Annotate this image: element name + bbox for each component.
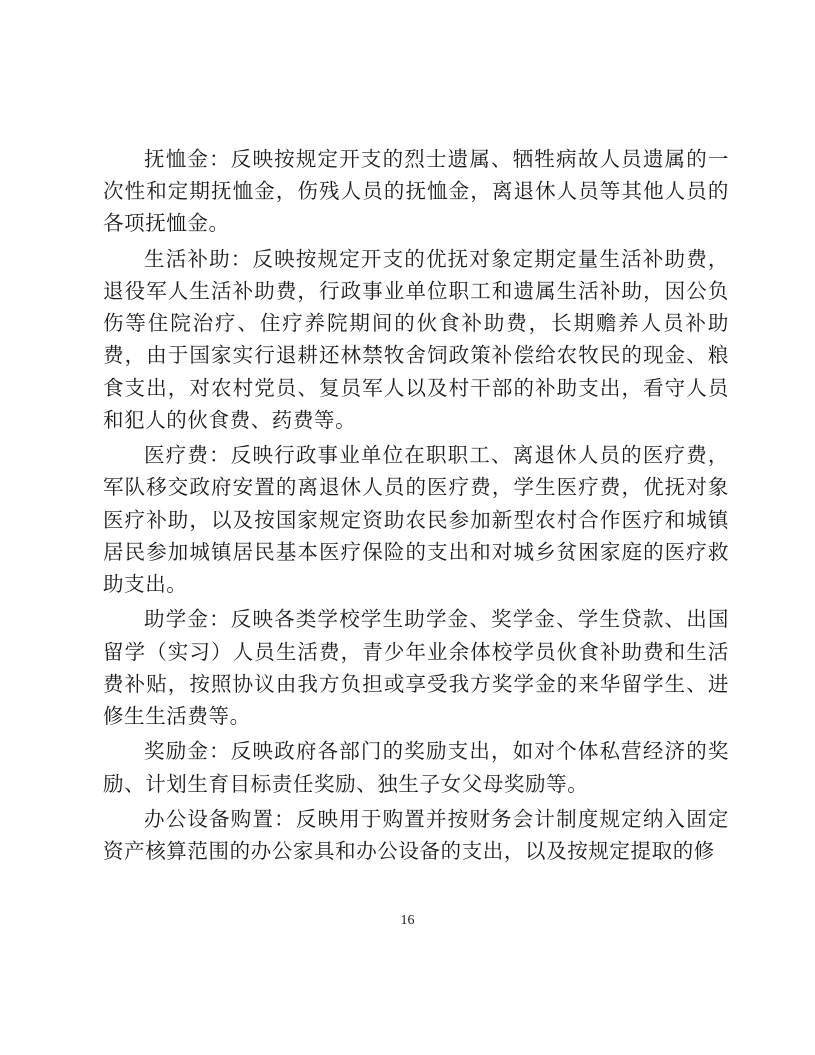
paragraph-pension: 抚恤金：反映按规定开支的烈士遗属、牺牲病故人员遗属的一次性和定期抚恤金，伤残人员的抚恤金，离退休人员等其他人员的各项抚恤金。 — [103, 147, 729, 236]
document-body — [103, 143, 729, 871]
paragraph-living-subsidy: 生活补助：反映按规定开支的优抚对象定期定量生活补助费，退役军人生活补助费，行政事业单位职工和遗属生活补助，因公负伤等住院治疗、住疗养院期间的伙食补助费，长期赡养人员补助费，由于国家实行退耕还林禁牧舍饲政策补偿给农牧民的现金、粮食支出，对农村党员、复员军人以及村干部的补助支出，看守人员和犯人的伙食费、药费等。 — [103, 246, 729, 432]
paragraph-student-aid: 助学金：反映各类学校学生助学金、奖学金、学生贷款、出国留学（实习）人员生活费，青少年业余体校学员伙食补助费和生活费补贴，按照协议由我方负担或享受我方奖学金的来华留学生、进修生生活费等。 — [103, 607, 729, 729]
page-number: 16 — [400, 913, 415, 928]
paragraph-medical-expenses: 医疗费：反映行政事业单位在职职工、离退休人员的医疗费，军队移交政府安置的离退休人员的医疗费，学生医疗费，优抚对象医疗补助，以及按国家规定资助农民参加新型农村合作医疗和城镇居民参加城镇居民基本医疗保险的支出和对城乡贫困家庭的医疗救助支出。 — [103, 443, 729, 597]
paragraph-rewards: 奖励金：反映政府各部门的奖励支出，如对个体私营经济的奖励、计划生育目标责任奖励、独生子女父母奖励等。 — [103, 739, 729, 796]
paragraph-office-equipment: 办公设备购置：反映用于购置并按财务会计制度规定纳入固定资产核算范围的办公家具和办公设备的支出，以及按规定提取的修 — [103, 807, 729, 864]
